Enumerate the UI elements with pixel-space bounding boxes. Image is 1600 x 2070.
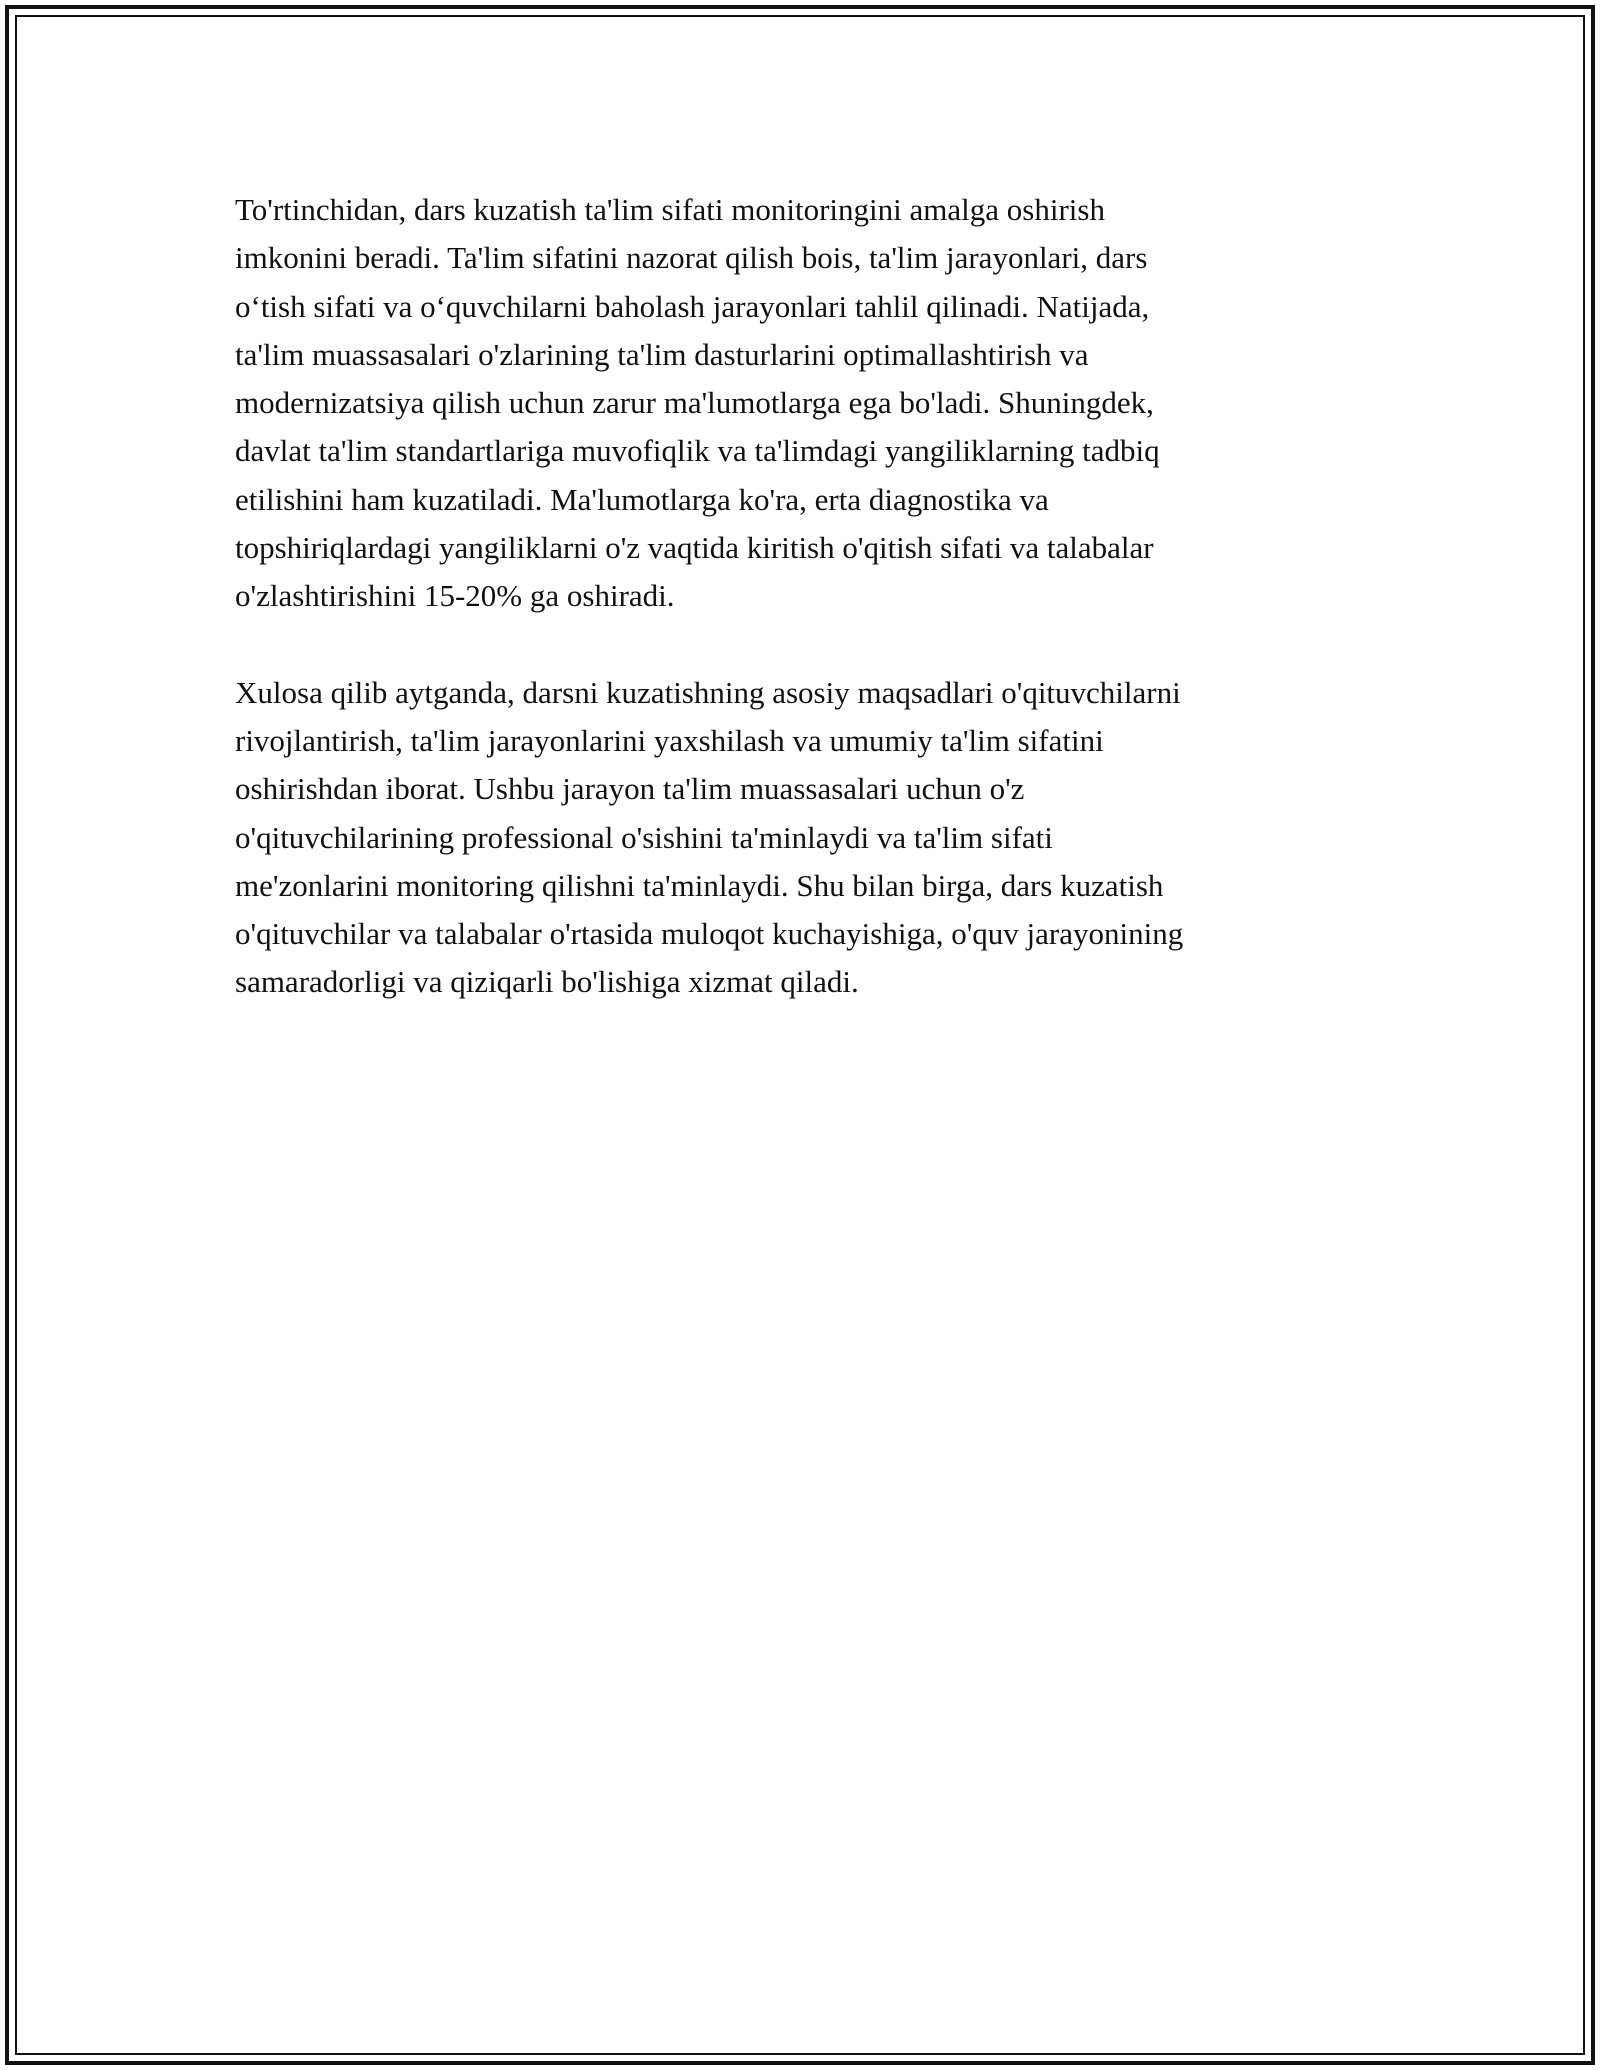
paragraph-conclusion: Xulosa qilib aytganda, darsni kuzatishning asosiy maqsadlari o'qituvchilarni rivojlantirish, ta'lim jarayonlarini yaxshilash va umumiy ta'lim sifatini oshirishdan iborat. Ushbu jarayon ta'lim muassasalari uchun o'z o'qituvchilarining professional o'sishini ta'minlaydi va ta'lim sifati me'zonlarini monitoring qilishni ta'minlaydi. Shu bilan birga, dars kuzatish o'qituvchilar va talabalar o'rtasida muloqot kuchayishiga, o'quv jarayonining samaradorligi va qiziqarli bo'lishiga xizmat qiladi. bbox=[235, 674, 1184, 1000]
document-body bbox=[235, 186, 1395, 1055]
paragraph-monitoring: To'rtinchidan, dars kuzatish ta'lim sifati monitoringini amalga oshirish imkonini beradi. Ta'lim sifatini nazorat qilish bois, ta'lim jarayonlari, dars o‘tish sifati va o‘quvchilarni baholash jarayonlari tahlil qilinadi. Natijada, ta'lim muassasalari o'zlarining ta'lim dasturlarini optimallashtirish va modernizatsiya qilish uchun zarur ma'lumotlarga ega bo'ladi. Shuningdek, davlat ta'lim standartlariga muvofiqlik va ta'limdagi yangiliklarning tadbiq etilishini ham kuzatiladi. Ma'lumotlarga ko'ra, erta diagnostika va topshiriqlardagi yangiliklarni o'z vaqtida kiritish o'qitish sifati va talabalar o'zlashtirishini 15-20% ga oshiradi. bbox=[235, 192, 1160, 614]
